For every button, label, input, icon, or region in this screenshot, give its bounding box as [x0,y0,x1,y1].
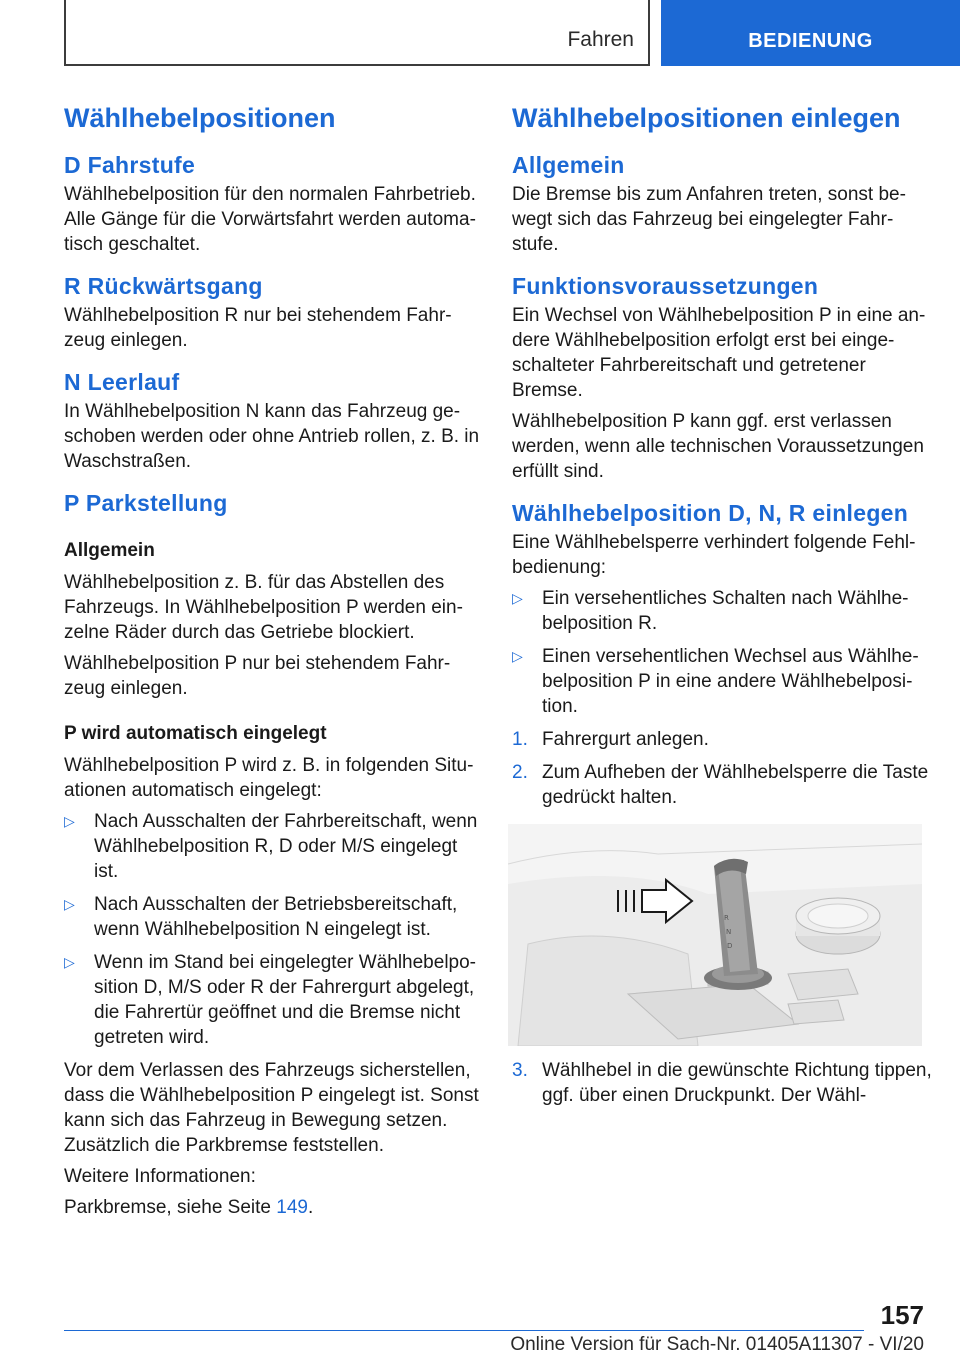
func-text-1: Ein Wechsel von Wählhebelposition P in eine andere Wählhebelposition erfolgt erst bei eingeschalteter Fahrbereitschaft und getretener Bremse. [512,305,926,401]
p-text-standing: Wählhebelposition P nur bei stehendem Fahrzeug einlegen. [64,653,451,699]
triangle-bullet-icon: ▷ [512,648,523,664]
list-item: ▷ Nach Ausschalten der Fahrbereitschaft, wenn Wählhebelposition R, D oder M/S eingelegt ist. [64,811,478,882]
triangle-bullet-icon: ▷ [64,896,75,912]
step-item: 1. Fahrergurt anlegen. [512,729,709,750]
list-item: ▷ Ein versehentliches Schalten nach Wählhebelposition R. [512,588,909,634]
left-title: Wählhebelpositionen [64,103,336,133]
left-column [64,100,482,1226]
step-item: 3. Wählhebel in die gewünschte Richtung tippen, ggf. über einen Druckpunkt. Der Wähl- [512,1060,932,1106]
p-heading: P Parkstellung [64,490,228,516]
steps-list [512,727,932,810]
step-number: 2. [512,762,528,783]
general-heading: Allgemein [512,152,625,178]
func-text-2: Wählhebelposition P kann ggf. erst verlassen werden, wenn alle technischen Voraussetzungen erfüllt sind. [512,411,924,482]
more-info-label: Weitere Informationen: [64,1166,256,1187]
n-text: In Wählhebelposition N kann das Fahrzeug geschoben werden oder ohne Antrieb rollen, z. B. in Waschstraßen. [64,401,480,472]
triangle-bullet-icon: ▷ [64,954,75,970]
svg-text:N: N [726,928,732,936]
auto-p-list [64,809,482,1050]
list-item: ▷ Wenn im Stand bei eingelegter Wählhebelposition D, M/S oder R der Fahrergurt abgelegt, die Fahrertür geöffnet und die Bremse nicht getreten wird. [64,952,476,1048]
header-chapter: Fahren [567,28,634,51]
dnr-text: Eine Wählhebelsperre verhindert folgende Fehlbedienung: [512,532,916,578]
p-text-general: Wählhebelposition z. B. für das Abstellen des Fahrzeugs. In Wählhebelposition P werden einzelne Räder durch das Getriebe blockiert. [64,572,463,643]
right-column [512,100,932,1116]
r-text: Wählhebelposition R nur bei stehendem Fahrzeug einlegen. [64,305,452,351]
p-text-leaving: Vor dem Verlassen des Fahrzeugs sicherstellen, dass die Wählhebelposition P eingelegt ist. Sonst kann sich das Fahrzeug in Bewegung setzen. Zusätzlich die Parkbremse feststellen. [64,1060,479,1156]
footer-divider [64,1330,864,1331]
steps-list-continued [512,1058,932,1108]
d-text: Wählhebelposition für den normalen Fahrbetrieb. Alle Gänge für die Vorwärtsfahrt werden automatisch geschaltet. [64,184,476,255]
step-number: 3. [512,1060,528,1081]
p-text-auto: Wählhebelposition P wird z. B. in folgenden Situationen automatisch eingelegt: [64,755,474,801]
header-section: BEDIENUNG [748,30,873,52]
p-subheading-auto: P wird automatisch eingelegt [64,723,327,744]
svg-text:D: D [727,942,733,950]
general-text: Die Bremse bis zum Anfahren treten, sonst bewegt sich das Fahrzeug bei eingelegter Fahrstufe. [512,184,906,255]
parkbremse-reference: Parkbremse, siehe Seite 149. [64,1197,314,1218]
gear-lever-image [508,824,922,1046]
lock-list [512,586,932,719]
page-link-149[interactable]: 149 [276,1197,308,1218]
triangle-bullet-icon: ▷ [64,813,75,829]
func-heading: Funktionsvoraussetzungen [512,273,819,299]
n-heading: N Leerlauf [64,369,180,395]
header-section-box [661,0,960,66]
page-number: 157 [880,1300,924,1330]
step-item: 2. Zum Aufheben der Wählhebelsperre die Taste gedrückt halten. [512,762,929,808]
list-item: ▷ Einen versehentlichen Wechsel aus Wählhebelposition P in eine andere Wählhebelposition. [512,646,919,717]
list-item: ▷ Nach Ausschalten der Betriebsbereitschaft, wenn Wählhebelposition N eingelegt ist. [64,894,458,940]
right-title: Wählhebelpositionen einlegen [512,103,901,133]
svg-text:R: R [724,914,729,922]
p-subheading-general: Allgemein [64,540,155,561]
triangle-bullet-icon: ▷ [512,590,523,606]
r-heading: R Rückwärtsgang [64,273,263,299]
d-heading: D Fahrstufe [64,152,196,178]
gear-selector-illustration [508,824,922,1046]
step-number: 1. [512,729,528,750]
header-chapter-box [64,0,650,66]
dnr-heading: Wählhebelposition D, N, R einlegen [512,500,909,526]
footer-online-version: Online Version für Sach-Nr. 01405A11307 - VI/20 [510,1334,924,1355]
